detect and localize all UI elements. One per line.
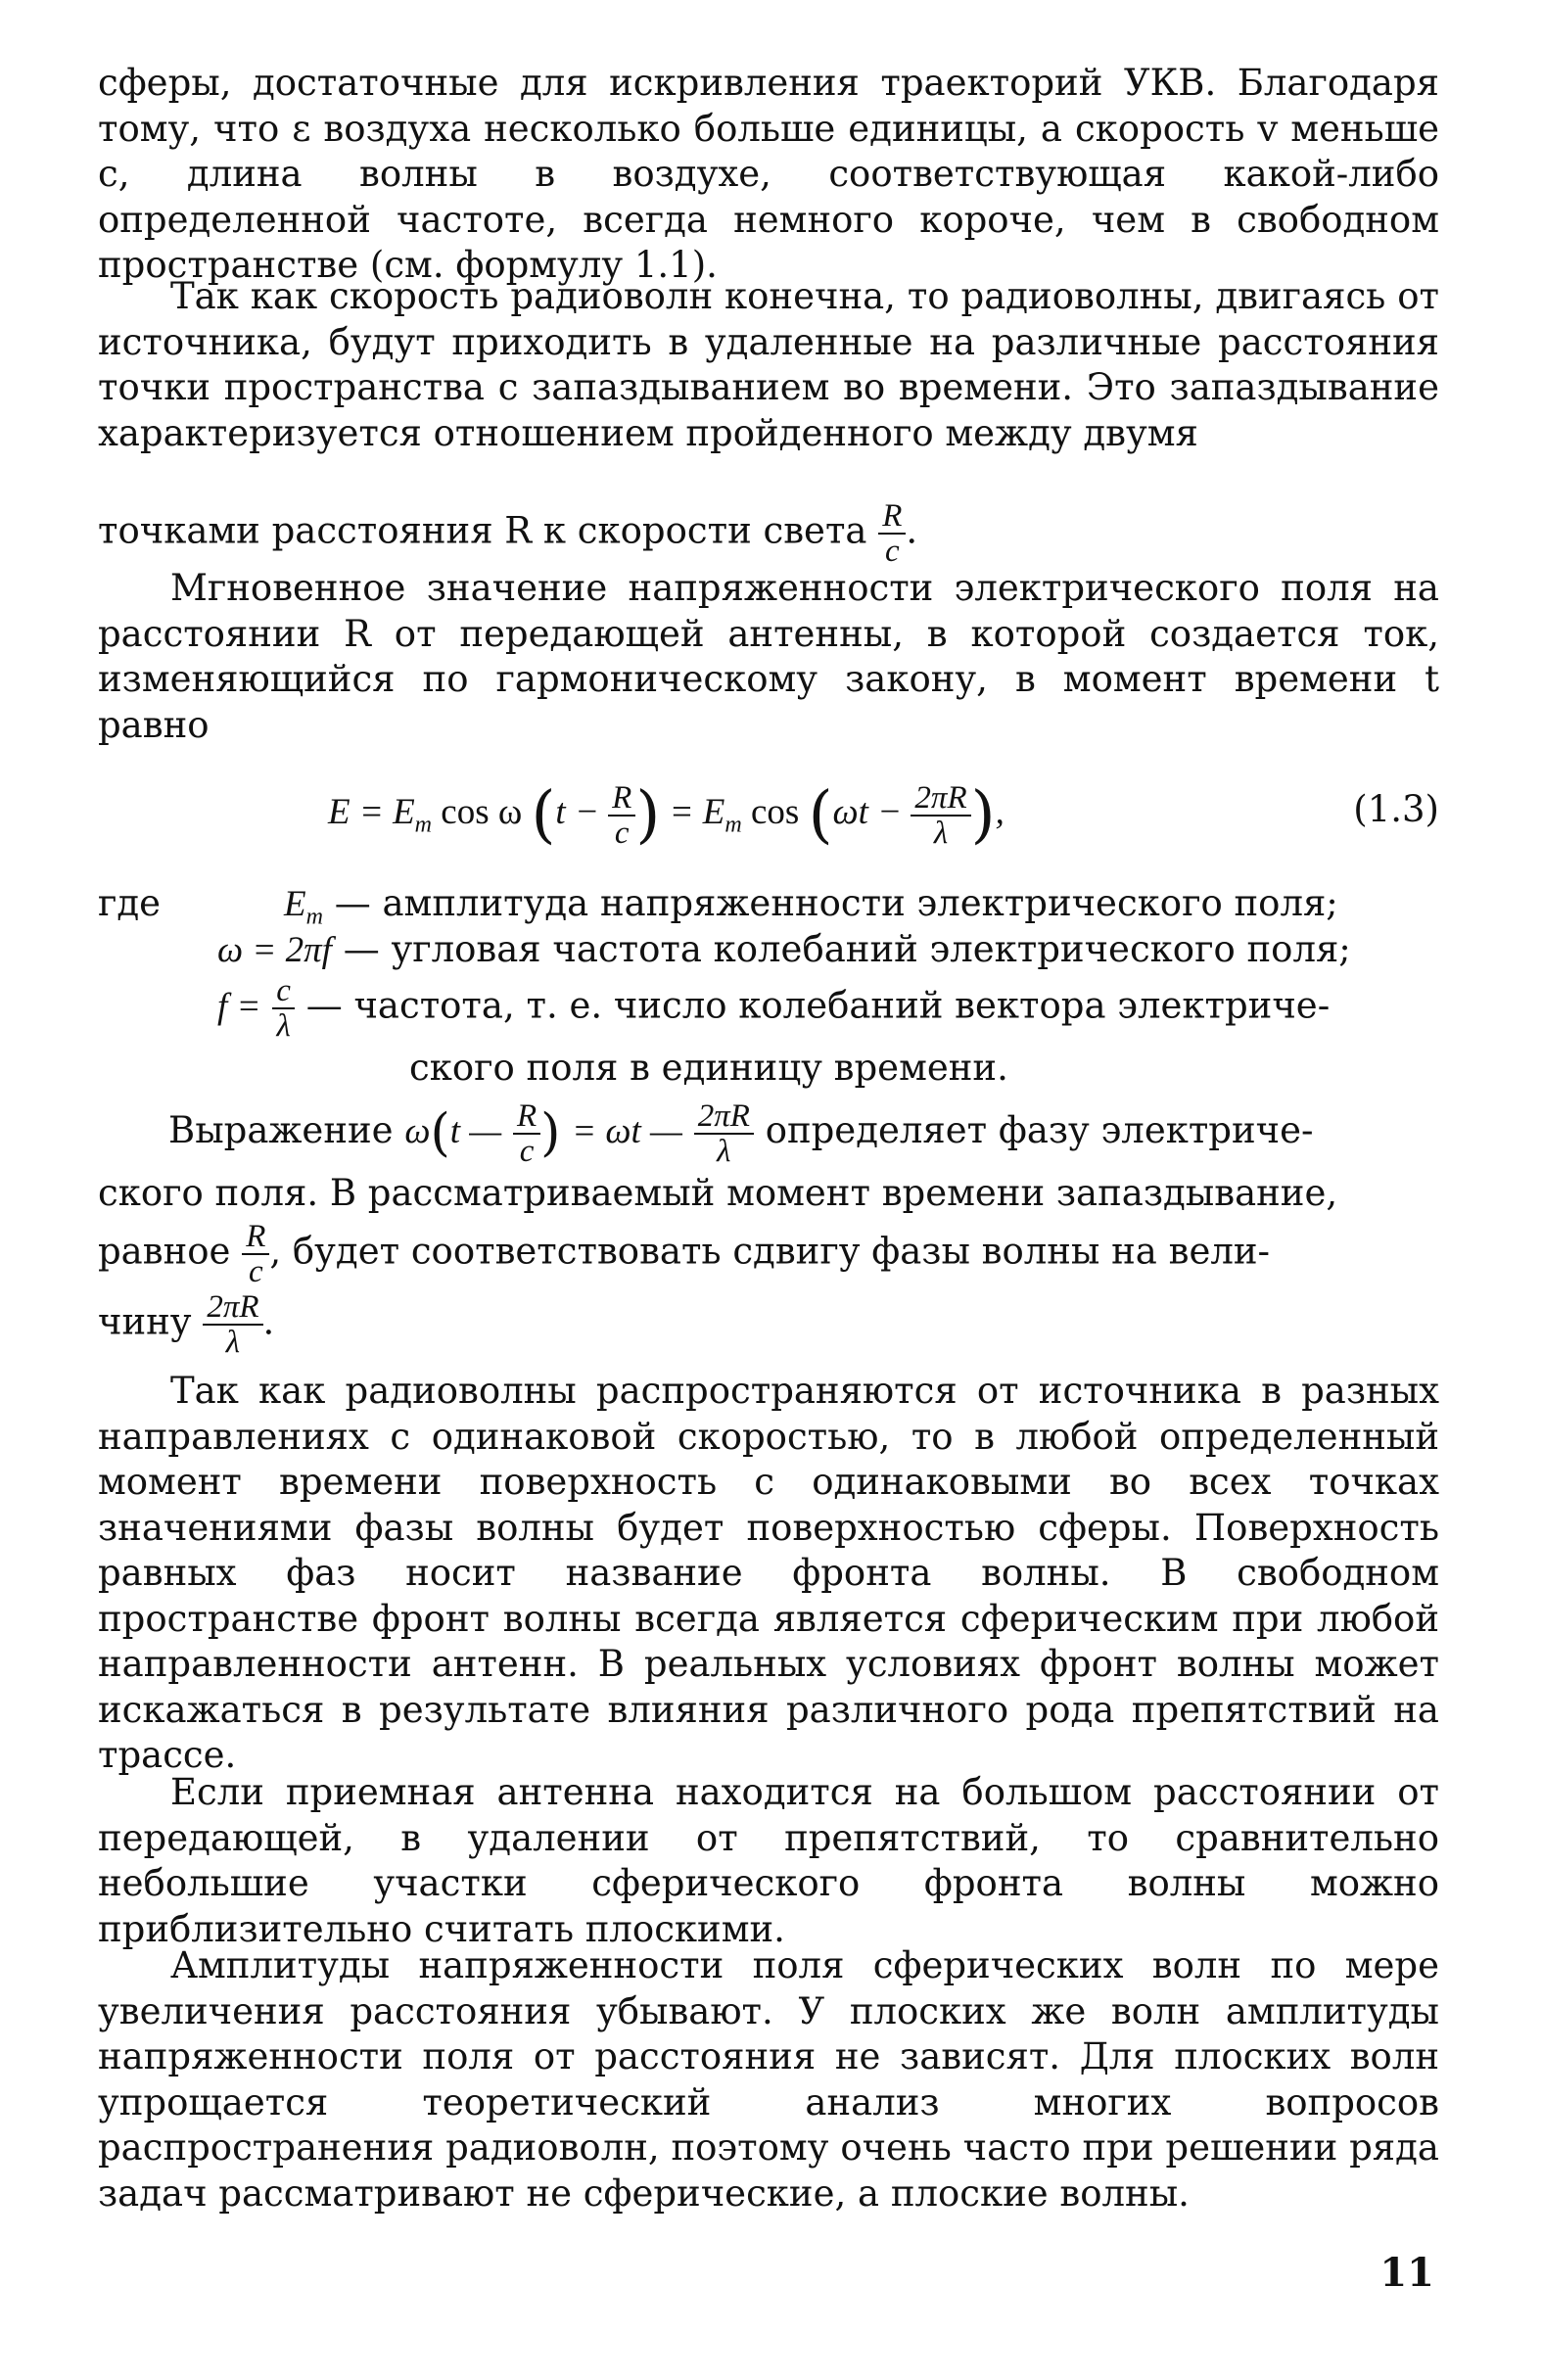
paragraph-5-line-4: чину $\frac{2\pi R}{\lambda}$ . xyxy=(98,1289,275,1360)
paragraph-3-text: Мгновенное значение напряженности электрического поля на расстоянии R от передающей антенны, в которой создается ток, изменяющийся по гармоническому закону, в момент времени t равно xyxy=(98,567,1439,746)
paragraph-7 xyxy=(98,1770,1439,1952)
paragraph-1: сферы, достаточные для искривления траекторий УКВ. Благодаря тому, что ε воздуха несколько больше единицы, а скорость v меньше c, длина волны в воздухе, соответствующая какой-либо определенной частоте, всегда немного короче, чем в свободном пространстве (см. формулу 1.1). xyxy=(98,62,1439,286)
formula-1-3: $E = E_m$ cos ω (t − $\frac{R}{c}$ ) = $E_m$ cos (ωt − $\frac{2\pi R}{\lambda}$ ), xyxy=(328,778,1005,852)
paragraph-2-last-line: точками расстояния R к скорости света $\frac{R}{c}$ . xyxy=(98,498,918,569)
where-label: где xyxy=(98,882,162,924)
fraction-r-over-c: $\frac{R}{c}$ xyxy=(878,499,906,568)
paragraph-5-line-3: равное $\frac{R}{c}$ , будет соответствовать сдвигу фазы волны на вели- xyxy=(98,1219,1271,1289)
where-f-cont: ского поля в единицу времени. xyxy=(409,1047,1008,1089)
page-number: 11 xyxy=(1379,2250,1434,2296)
where-em: $E_m$ — амплитуда напряженности электрического поля; xyxy=(284,882,1338,930)
paragraph-7-text: Если приемная антенна находится на большом расстоянии от передающей, в удалении от препятствий, то сравнительно небольшие участки сферического фронта волны можно приблизительно считать плоскими. xyxy=(98,1771,1439,1950)
paragraph-2-last-text: точками расстояния R к скорости света xyxy=(98,509,867,552)
paragraph-6 xyxy=(98,1369,1439,1779)
paragraph-5-line-2: ского поля. В рассматриваемый момент времени запаздывание, xyxy=(98,1172,1338,1214)
paragraph-3 xyxy=(98,566,1439,748)
paragraph-5-line-1: Выражение ω(t — $\frac{R}{c}$ ) = ωt — $\frac{2\pi R}{\lambda}$ определяет фазу электриче- xyxy=(168,1097,1314,1169)
paragraph-6-text: Так как радиоволны распространяются от источника в разных направлениях с одинаковой скоростью, то в любой определенный момент времени поверхность с одинаковыми во всех точках значениями фазы волны будет поверхностью сферы. Поверхность равных фаз носит название фронта волны. В свободном пространстве фронт волны всегда является сферическим при любой направленности антенн. В реальных условиях фронт волны может искажаться в результате влияния различного рода препятствий на трассе. xyxy=(98,1370,1439,1776)
paragraph-2-text: Так как скорость радиоволн конечна, то радиоволны, двигаясь от источника, будут приходить в удаленные на различные расстояния точки пространства с запаздыванием во времени. Это запаздывание характеризуется отношением пройденного между двумя xyxy=(98,275,1439,454)
paragraph-8-text: Амплитуды напряженности поля сферических волн по мере увеличения расстояния убывают. У плоских же волн амплитуды напряженности поля от расстояния не зависят. Для плоских волн упрощается теоретический анализ многих вопросов распространения радиоволн, поэтому очень часто при решении ряда задач рассматривают не сферические, а плоские волны. xyxy=(98,1944,1439,2215)
paragraph-2 xyxy=(98,274,1439,456)
paragraph-8 xyxy=(98,1943,1439,2217)
equation-number: (1.3) xyxy=(1353,788,1439,830)
where-f: f = $\frac{c}{\lambda}$ — частота, т. е. число колебаний вектора электриче- xyxy=(217,973,1331,1044)
where-omega: ω = 2πf — угловая частота колебаний электрического поля; xyxy=(217,928,1351,970)
